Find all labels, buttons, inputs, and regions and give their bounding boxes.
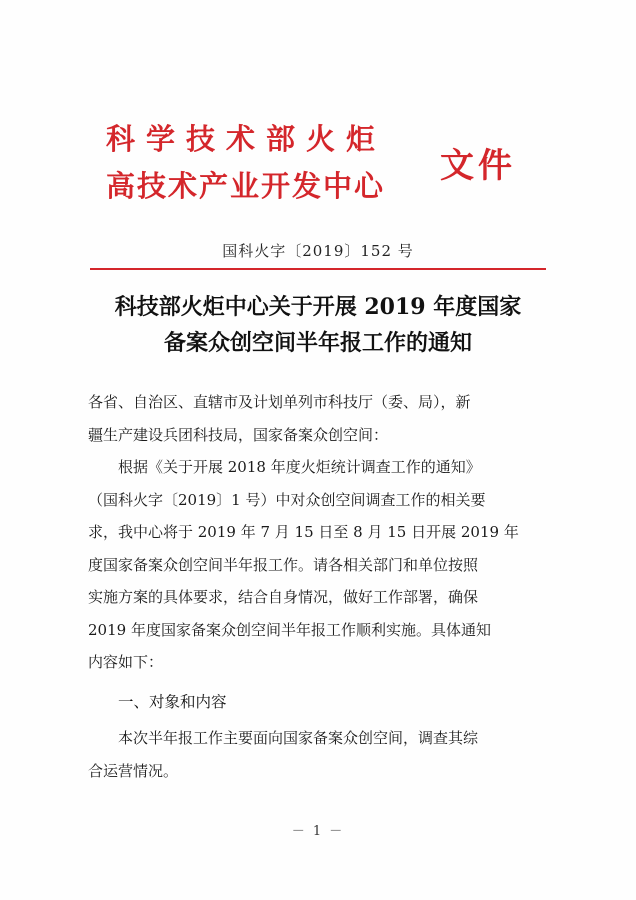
body-line: 内容如下：	[88, 653, 164, 671]
document-number: 国科火字〔2019〕152 号	[222, 242, 414, 260]
document-type-label: 文件	[440, 146, 516, 186]
body-line: 2019 年度国家备案众创空间半年报工作顺利实施。具体通知	[88, 620, 491, 639]
addressee-paragraph	[88, 386, 548, 451]
page-number: － 1 －	[291, 824, 345, 839]
addressee-line: 各省、自治区、直辖市及计划单列市科技厅（委、局），新	[88, 393, 471, 411]
body-paragraph	[88, 451, 548, 679]
red-divider-line	[90, 268, 546, 270]
section-1-line: 合运营情况。	[88, 761, 179, 780]
document-title-line-2: 备案众创空间半年报工作的通知	[163, 330, 472, 356]
addressee-line: 疆生产建设兵团科技局，国家备案众创空间：	[88, 425, 389, 444]
body-line: （国科火字〔2019〕1 号）中对众创空间调查工作的相关要	[88, 490, 486, 509]
section-1-paragraph	[88, 722, 548, 787]
body-line: 求，我中心将于 2019 年 7 月 15 日至 8 月 15 日开展 2019 年	[88, 523, 519, 541]
issuing-org-line-2: 高技术产业开发中心	[106, 169, 386, 203]
document-title-line-1: 科技部火炬中心关于开展 2019 年度国家	[114, 294, 522, 320]
issuing-org-line-1: 科学技术部火炬	[106, 122, 387, 156]
body-line: 实施方案的具体要求，结合自身情况，做好工作部署，确保	[88, 588, 479, 606]
body-line: 度国家备案众创空间半年报工作。请各相关部门和单位按照	[88, 555, 479, 574]
body-line: 根据《关于开展 2018 年度火炬统计调查工作的通知》	[118, 458, 481, 476]
section-1-line: 本次半年报工作主要面向国家备案众创空间，调查其综	[118, 729, 479, 747]
section-heading-1: 一、对象和内容	[118, 693, 227, 711]
